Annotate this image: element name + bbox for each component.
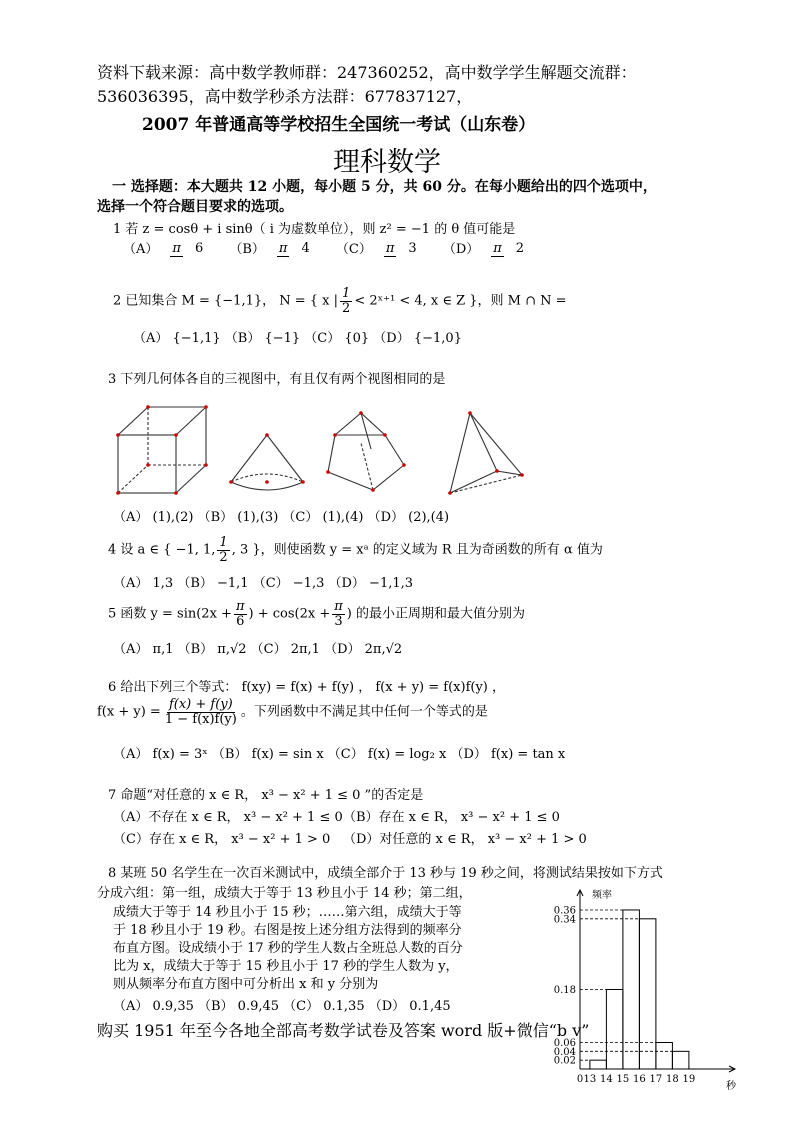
x-tick-label: 19 [682, 1074, 696, 1085]
x-tick-label: 15 [616, 1074, 630, 1085]
q5-fraction-1: $\frac{\pi}{6}$ [235, 599, 245, 629]
question-6-stem-2: f(x + y) = $\frac{f(x) + f(y)}{1 - f(x)f(y)}$ 。下列函数中不满足其中任何一个等式的是 [97, 697, 488, 727]
q1-option-a-label: （A） [123, 242, 159, 257]
q1-option-c-value: π 3 [385, 241, 417, 257]
y-tick-label: 0.34 [553, 914, 576, 926]
question-8-line-1: 8 某班 50 名学生在一次百米测试中，成绩全部介于 13 秒与 19 秒之间，将测试结果按如下方式 [108, 866, 663, 881]
question-8-line-7: 则从频率分布直方图中可分析出 x 和 y 分别为 [113, 977, 379, 992]
section-heading-cont: 选择一个符合题目要求的选项。 [97, 199, 293, 215]
question-8-line-2: 分成六组：第一组，成绩大于等于 13 秒且小于 14 秒；第二组， [97, 886, 472, 901]
question-1-options [123, 238, 546, 257]
y-tick-label: 0.36 [553, 905, 576, 917]
solid-4-pyramid [450, 413, 522, 493]
question-3-options: （A） (1),(2) （B） (1),(3) （C） (1),(4) （D） (2),(4) [113, 510, 450, 525]
question-5-options: （A） π,1 （B） π,√2 （C） 2π,1 （D） 2π,√2 [113, 642, 403, 657]
histogram-bar [639, 919, 656, 1069]
q7-option-a: （A）不存在 x ∈ R， x³ − x² + 1 ≤ 0 [113, 810, 343, 825]
source-line-2: 536036395，高中数学秒杀方法群：677837127， [97, 87, 473, 106]
histogram-bar [590, 1060, 607, 1069]
question-8-line-6: 比为 x，成绩大于等于 15 秒且小于 17 秒的学生人数为 y， [113, 959, 459, 974]
question-8-line-3: 成绩大于等于 14 秒且小于 15 秒；……第六组，成绩大于等 [113, 905, 462, 920]
exam-subtitle: 理科数学 [333, 147, 441, 178]
q5-fraction-2: $\frac{\pi}{3}$ [334, 599, 343, 629]
question-8-line-5: 布直方图。设成绩小于 17 秒的学生人数占全班总人数的百分 [113, 941, 463, 956]
x-tick-label: 13 [583, 1074, 597, 1085]
question-6-options: （A） f(x) = 3ˣ （B） f(x) = sin x （C） f(x) = log₂ x （D） f(x) = tan x [113, 747, 566, 762]
x-tick-label: 14 [600, 1074, 613, 1085]
solid-3-frustum [328, 413, 404, 490]
question-6-stem: 6 给出下列三个等式： f(xy) = f(x) + f(y) ， f(x + y) = f(x)f(y) ， [108, 680, 505, 695]
footer-ad: 购买 1951 年至今各地全部高考数学试卷及答案 word 版+微信“b v” [97, 1021, 590, 1040]
q4-fraction: $\frac{1}{2}$ [219, 535, 228, 565]
histogram-bar [656, 1042, 673, 1069]
question-4-options: （A） 1,3 （B） −1,1 （C） −1,3 （D） −1,1,3 [113, 576, 414, 591]
x-axis-label: 秒 [726, 1081, 736, 1092]
q1-option-a-value: π 6 [172, 241, 204, 257]
q1-option-b-label: （B） [229, 242, 265, 257]
y-tick-label: 0.04 [553, 1046, 576, 1058]
exam-title: 2007 年普通高等学校招生全国统一考试（山东卷） [142, 115, 536, 135]
question-4-stem: 4 设 a ∈ { −1, 1, $\frac{1}{2}$ , 3 }，则使函数 y = xᵃ 的定义域为 R 且为奇函数的所有 α 值为 [108, 535, 603, 565]
question-5-stem: 5 函数 y = sin(2x + $\frac{\pi}{6}$ ) + cos(2x + $\frac{\pi}{3}$ ) 的最小正周期和最大值分别为 [108, 599, 525, 629]
y-tick-label: 0.18 [553, 984, 576, 996]
question-3-stem: 3 下列几何体各自的三视图中，有且仅有两个视图相同的是 [108, 372, 446, 387]
question-8-options: （A） 0.9,35 （B） 0.9,45 （C） 0.1,35 （D） 0.1,45 [113, 999, 451, 1014]
q7-option-c: （C）存在 x ∈ R， x³ − x² + 1 > 0 [113, 832, 331, 847]
question-8-line-4: 于 18 秒且小于 19 秒。右图是按上述分组方法得到的频率分 [113, 923, 462, 938]
y-tick-label: 0.02 [553, 1055, 576, 1067]
histogram-bar [606, 989, 623, 1069]
question-2-stem: 2 已知集合 M = {−1,1}， N = { x | $\frac{1}{2}$ < 2ˣ⁺¹ < 4, x ∈ Z }，则 M ∩ N = [113, 286, 567, 316]
x-tick-label: 18 [666, 1074, 679, 1085]
y-tick-label: 0.06 [553, 1037, 576, 1049]
q3-solids-figure [105, 395, 535, 500]
x-tick-label: 17 [649, 1074, 663, 1085]
question-7-stem: 7 命题“对任意的 x ∈ R， x³ − x² + 1 ≤ 0 ”的否定是 [108, 788, 424, 803]
q1-option-d-value: π 2 [493, 241, 525, 257]
q1-option-c-label: （C） [335, 242, 372, 257]
section-heading: 一 选择题：本大题共 12 小题，每小题 5 分，共 60 分。在每小题给出的四个选项中， [112, 179, 657, 195]
source-line-1: 资料下载来源：高中数学教师群：247360252，高中数学学生解题交流群： [97, 63, 637, 82]
q1-option-b-value: π 4 [278, 241, 310, 257]
q7-option-d: （D）对任意的 x ∈ R， x³ − x² + 1 > 0 [343, 832, 587, 847]
histogram-bar [623, 910, 640, 1069]
x-tick-label: 0 [576, 1074, 584, 1085]
q2-fraction: $\frac{1}{2}$ [342, 286, 351, 316]
histogram-bar [672, 1051, 689, 1069]
q7-option-b: （B）存在 x ∈ R， x³ − x² + 1 ≤ 0 [343, 810, 560, 825]
q6-fraction: $\frac{f(x) + f(y)}{1 - f(x)f(y)}$ [164, 697, 237, 727]
question-2-options: （A） {−1,1} （B） {−1} （C） {0} （D） {−1,0} [133, 331, 462, 346]
question-1-stem: 1 若 z = cosθ + i sinθ（ i 为虚数单位），则 z² = −1 的 θ 值可能是 [113, 222, 516, 237]
solid-1-cube [118, 407, 206, 493]
q1-option-d-label: （D） [442, 242, 480, 257]
x-tick-label: 16 [633, 1074, 646, 1085]
frequency-histogram [540, 880, 745, 1095]
vertex-dots [116, 405, 524, 495]
y-axis-label: 频率 [592, 890, 612, 901]
